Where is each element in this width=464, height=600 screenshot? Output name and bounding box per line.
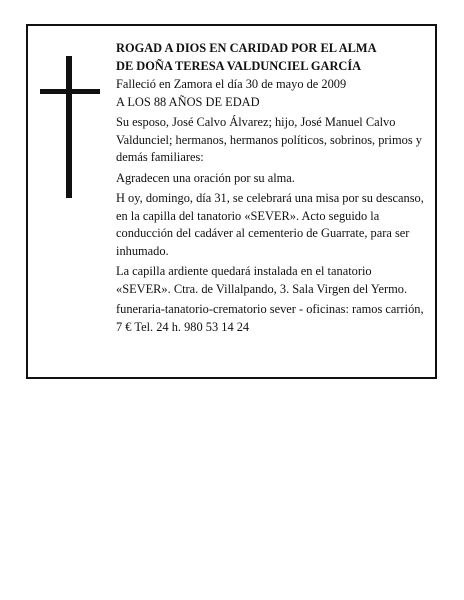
cross-vertical-bar xyxy=(66,56,72,198)
funeral-home-paragraph: funeraria-tanatorio-crematorio sever - oficinas: ramos carrión, 7 € Tel. 24 h. 980 53 14 24 xyxy=(116,302,424,334)
notice-text xyxy=(116,40,428,339)
chapel-paragraph: La capilla ardiente quedará instalada en el tanatorio «SEVER». Ctra. de Villalpando, 3. Sala Virgen del Yermo. xyxy=(116,264,408,296)
family-paragraph: Su esposo, José Calvo Álvarez; hijo, José Manuel Calvo Valdunciel; hermanos, hermanos políticos, sobrinos, primos y demás familiares: xyxy=(116,115,422,164)
mass-paragraph: H oy, domingo, día 31, se celebrará una misa por su descanso, en la capilla del tanatorio «SEVER». Acto seguido la conducción del cadáver al cementerio de Guarrate, para ser inhumado. xyxy=(116,191,424,258)
cross-icon xyxy=(40,56,100,198)
age-line: A LOS 88 AÑOS DE EDAD xyxy=(116,94,260,109)
heading-line-1: ROGAD A DIOS EN CARIDAD POR EL ALMA xyxy=(116,41,377,55)
cross-horizontal-bar xyxy=(40,89,100,94)
obituary-notice xyxy=(26,24,437,379)
thanks-paragraph: Agradecen una oración por su alma. xyxy=(116,170,295,185)
heading-line-2: DE DOÑA TERESA VALDUNCIEL GARCÍA xyxy=(116,58,362,73)
death-info: Falleció en Zamora el día 30 de mayo de 2009 xyxy=(116,77,347,91)
notice-heading xyxy=(116,40,428,75)
